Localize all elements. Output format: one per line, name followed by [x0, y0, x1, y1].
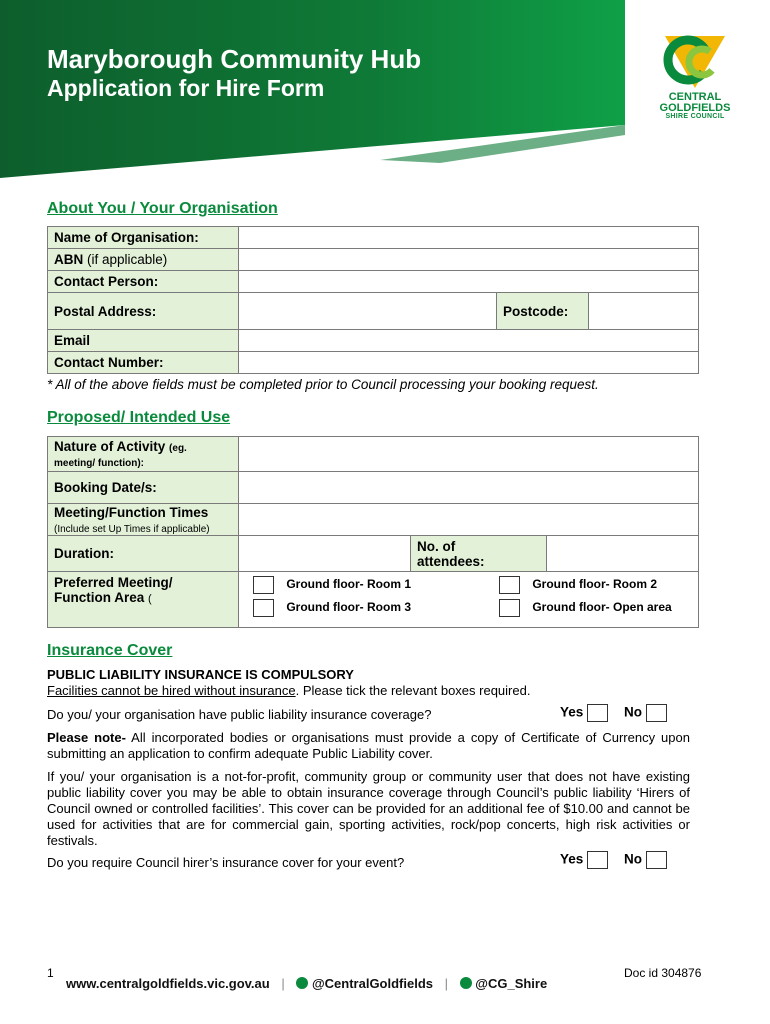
- facebook-link[interactable]: @CentralGoldfields: [311, 976, 434, 991]
- about-table: [47, 226, 699, 374]
- organisation-field[interactable]: [239, 227, 699, 249]
- label-organisation: Name of Organisation:: [48, 227, 239, 249]
- section-heading-about: About You / Your Organisation: [47, 200, 278, 217]
- council-insurance-no-option[interactable]: No: [624, 851, 667, 869]
- twitter-link[interactable]: @CG_Shire: [475, 976, 548, 991]
- question-council-insurance: Do you require Council hirer’s insurance cover for your event?: [47, 855, 405, 870]
- contact-person-field[interactable]: [239, 271, 699, 293]
- council-insurance-no-checkbox[interactable]: [646, 851, 667, 869]
- logo-mark-icon: [640, 30, 750, 92]
- liability-no-checkbox[interactable]: [646, 704, 667, 722]
- doc-id: Doc id 304876: [624, 966, 702, 980]
- meeting-times-field[interactable]: [239, 504, 699, 536]
- please-note: Please note- All incorporated bodies or organisations must provide a copy of Certificate of Currency upon submitting an application to confirm adequate Public Liability cover.: [47, 730, 690, 761]
- attendees-field[interactable]: [547, 536, 699, 572]
- page-number: 1: [47, 966, 54, 980]
- section-heading-insurance: Insurance Cover: [47, 642, 173, 659]
- label-postal-address: Postal Address:: [48, 293, 239, 330]
- area-option-room-1[interactable]: Ground floor- Room 1: [253, 576, 411, 594]
- footer-links: www.centralgoldfields.vic.gov.au | @CentralGoldfields | @CG_Shire: [66, 976, 548, 991]
- council-insurance-yes-checkbox[interactable]: [587, 851, 608, 869]
- facebook-icon: [296, 977, 308, 989]
- question-liability-coverage: Do you/ your organisation have public liability insurance coverage?: [47, 707, 432, 722]
- postcode-field[interactable]: [589, 293, 699, 330]
- label-postcode: Postcode:: [497, 293, 589, 330]
- room-3-checkbox[interactable]: [253, 599, 274, 617]
- page-subtitle: Application for Hire Form: [47, 75, 325, 101]
- label-duration: Duration:: [48, 536, 239, 572]
- section-heading-proposed: Proposed/ Intended Use: [47, 409, 231, 426]
- label-meeting-times: Meeting/Function Times (Include set Up Times if applicable): [48, 504, 239, 536]
- area-option-open-area[interactable]: Ground floor- Open area: [499, 599, 672, 617]
- label-preferred-area: Preferred Meeting/ Function Area (: [48, 572, 239, 628]
- logo-subtext: SHIRE COUNCIL: [665, 113, 725, 120]
- contact-number-field[interactable]: [239, 352, 699, 374]
- page-title: Maryborough Community Hub: [47, 44, 422, 74]
- room-2-checkbox[interactable]: [499, 576, 520, 594]
- website-link[interactable]: www.centralgoldfields.vic.gov.au: [66, 976, 270, 991]
- email-field[interactable]: [239, 330, 699, 352]
- area-option-room-2[interactable]: Ground floor- Room 2: [499, 576, 657, 594]
- area-option-room-3[interactable]: Ground floor- Room 3: [253, 599, 411, 617]
- header-banner: [0, 0, 770, 180]
- insurance-compulsory: PUBLIC LIABILITY INSURANCE IS COMPULSORY: [47, 667, 354, 682]
- label-email: Email: [48, 330, 239, 352]
- label-contact-person: Contact Person:: [48, 271, 239, 293]
- booking-dates-field[interactable]: [239, 472, 699, 504]
- label-nature-activity: Nature of Activity (eg. meeting/ function):: [48, 437, 239, 472]
- postal-address-field[interactable]: [239, 293, 497, 330]
- completion-note: * All of the above fields must be completed prior to Council processing your booking request.: [47, 377, 599, 392]
- insurance-requirement: Facilities cannot be hired without insurance. Please tick the relevant boxes required.: [47, 683, 531, 698]
- label-contact-number: Contact Number:: [48, 352, 239, 374]
- nature-activity-field[interactable]: [239, 437, 699, 472]
- room-1-checkbox[interactable]: [253, 576, 274, 594]
- label-attendees: No. of attendees:: [411, 536, 547, 572]
- label-abn: ABN (if applicable): [48, 249, 239, 271]
- liability-yes-option[interactable]: Yes: [560, 704, 608, 722]
- hirers-insurance-paragraph: If you/ your organisation is a not-for-profit, community group or community user that does not have existing public liability cover you may be able to obtain insurance coverage through Council’s public liability ‘Hirers of Council owned or controlled facilities’. This cover can be provided for an additional fee of $10.00 and cannot be used for activities that are for commercial gain, sporting activities, rock/pop concerts, high risk activities or festivals.: [47, 769, 690, 848]
- twitter-icon: [460, 977, 472, 989]
- council-logo: [640, 30, 750, 130]
- liability-yes-checkbox[interactable]: [587, 704, 608, 722]
- logo-text: CENTRAL GOLDFIELDS: [659, 91, 731, 114]
- council-insurance-yes-option[interactable]: Yes: [560, 851, 608, 869]
- abn-field[interactable]: [239, 249, 699, 271]
- liability-no-option[interactable]: No: [624, 704, 667, 722]
- duration-field[interactable]: [239, 536, 411, 572]
- open-area-checkbox[interactable]: [499, 599, 520, 617]
- label-booking-dates: Booking Date/s:: [48, 472, 239, 504]
